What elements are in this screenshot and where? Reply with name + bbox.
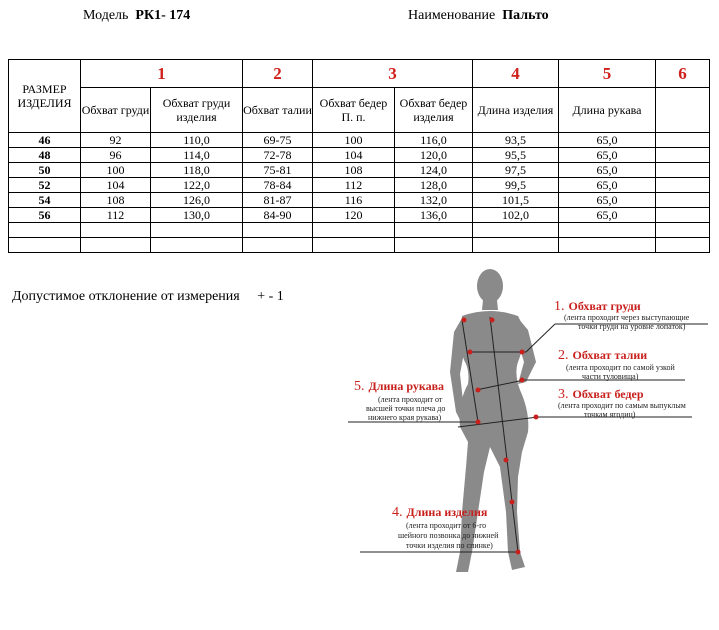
value-cell (656, 148, 710, 163)
value-cell: 116,0 (395, 133, 473, 148)
subheader-waist: Обхват талии (243, 88, 313, 133)
size-cell: 52 (9, 178, 81, 193)
value-cell: 116 (313, 193, 395, 208)
value-cell: 108 (81, 193, 151, 208)
svg-text:(лента проходит через выступаю: (лента проходит через выступающие (564, 313, 690, 322)
value-cell: 93,5 (473, 133, 559, 148)
value-cell: 124,0 (395, 163, 473, 178)
value-cell: 120 (313, 208, 395, 223)
value-cell: 65,0 (559, 133, 656, 148)
name-label: Наименование (408, 8, 496, 23)
value-cell: 81-87 (243, 193, 313, 208)
measurement-figure (340, 262, 710, 592)
tolerance-label: Допустимое отклонение от измерения (12, 289, 240, 304)
svg-text:высшей точки плеча до: высшей точки плеча до (366, 404, 446, 413)
value-cell: 65,0 (559, 163, 656, 178)
table-row (9, 163, 710, 178)
subheader-hips: Обхват бедер П. п. (313, 88, 395, 133)
value-cell: 101,5 (473, 193, 559, 208)
value-cell: 100 (313, 133, 395, 148)
size-header: РАЗМЕР ИЗДЕЛИЯ (9, 60, 81, 133)
value-cell (656, 223, 710, 238)
table-row (9, 238, 710, 253)
size-cell: 56 (9, 208, 81, 223)
size-table (8, 59, 710, 253)
subheader-row (9, 88, 710, 133)
value-cell: 102,0 (473, 208, 559, 223)
svg-text:точки груди на уровне лопаток): точки груди на уровне лопаток) (578, 322, 686, 331)
svg-text:точки изделия по спинке): точки изделия по спинке) (406, 541, 493, 550)
group-4: 4 (473, 60, 559, 88)
svg-text:1. Обхват груди: 1. Обхват груди (554, 299, 641, 314)
table-row (9, 208, 710, 223)
svg-text:(лента проходит от 6-го: (лента проходит от 6-го (406, 521, 487, 530)
subheader-length: Длина изделия (473, 88, 559, 133)
value-cell (151, 223, 243, 238)
size-cell: 48 (9, 148, 81, 163)
label-hips (558, 385, 686, 419)
value-cell (656, 238, 710, 253)
value-cell: 112 (81, 208, 151, 223)
tolerance-note (12, 289, 284, 305)
value-cell: 104 (313, 148, 395, 163)
svg-text:2. Обхват талии: 2. Обхват талии (558, 348, 648, 363)
value-cell (559, 238, 656, 253)
value-cell: 72-78 (243, 148, 313, 163)
svg-text:шейного позвонка до нижней: шейного позвонка до нижней (398, 531, 499, 540)
svg-text:3. Обхват бедер: 3. Обхват бедер (558, 387, 644, 402)
subheader-hips-garment: Обхват бедер изделия (395, 88, 473, 133)
value-cell (395, 238, 473, 253)
size-cell: 46 (9, 133, 81, 148)
value-cell: 100 (81, 163, 151, 178)
value-cell (313, 223, 395, 238)
value-cell: 122,0 (151, 178, 243, 193)
group-1: 1 (81, 60, 243, 88)
value-cell: 132,0 (395, 193, 473, 208)
value-cell: 75-81 (243, 163, 313, 178)
table-row (9, 193, 710, 208)
tolerance-value: + - 1 (257, 289, 284, 304)
value-cell: 97,5 (473, 163, 559, 178)
value-cell: 78-84 (243, 178, 313, 193)
value-cell: 136,0 (395, 208, 473, 223)
size-cell (9, 223, 81, 238)
name-heading (408, 8, 549, 24)
value-cell: 118,0 (151, 163, 243, 178)
svg-text:нижнего края рукава): нижнего края рукава) (368, 413, 442, 422)
value-cell (656, 208, 710, 223)
value-cell (559, 223, 656, 238)
label-sleeve (354, 377, 445, 422)
group-6: 6 (656, 60, 710, 88)
table-row (9, 178, 710, 193)
value-cell: 96 (81, 148, 151, 163)
table-row (9, 133, 710, 148)
svg-text:5. Длина рукава: 5. Длина рукава (354, 379, 445, 394)
value-cell: 65,0 (559, 148, 656, 163)
value-cell: 120,0 (395, 148, 473, 163)
size-cell: 54 (9, 193, 81, 208)
subheader-sleeve: Длина рукава (559, 88, 656, 133)
value-cell (151, 238, 243, 253)
value-cell (81, 223, 151, 238)
value-cell: 65,0 (559, 178, 656, 193)
subheader-chest-garment: Обхват груди изделия (151, 88, 243, 133)
group-3: 3 (313, 60, 473, 88)
value-cell: 128,0 (395, 178, 473, 193)
value-cell: 84-90 (243, 208, 313, 223)
name-value: Пальто (502, 8, 549, 23)
svg-text:4. Длина изделия: 4. Длина изделия (392, 505, 488, 520)
label-chest (554, 297, 690, 331)
value-cell (656, 193, 710, 208)
value-cell: 92 (81, 133, 151, 148)
model-value: РК1- 174 (135, 8, 191, 23)
svg-text:(лента проходит по самым выпук: (лента проходит по самым выпуклым (558, 401, 686, 410)
svg-text:(лента проходит от: (лента проходит от (378, 395, 443, 404)
value-cell: 110,0 (151, 133, 243, 148)
subheader-chest: Обхват груди (81, 88, 151, 133)
group-header-row (9, 60, 710, 88)
value-cell: 108 (313, 163, 395, 178)
table-row (9, 148, 710, 163)
size-cell (9, 238, 81, 253)
value-cell (395, 223, 473, 238)
value-cell (313, 238, 395, 253)
value-cell (473, 238, 559, 253)
value-cell: 104 (81, 178, 151, 193)
value-cell (656, 133, 710, 148)
svg-text:(лента проходит по самой узкой: (лента проходит по самой узкой (566, 363, 675, 372)
value-cell (473, 223, 559, 238)
svg-text:части туловища): части туловища) (582, 372, 639, 381)
group-5: 5 (559, 60, 656, 88)
model-label: Модель (83, 8, 129, 23)
value-cell: 114,0 (151, 148, 243, 163)
value-cell (656, 163, 710, 178)
size-cell: 50 (9, 163, 81, 178)
value-cell (656, 178, 710, 193)
table-row (9, 223, 710, 238)
value-cell (243, 223, 313, 238)
model-heading (83, 8, 190, 24)
label-length (392, 503, 499, 550)
value-cell: 99,5 (473, 178, 559, 193)
svg-text:точкам ягодиц): точкам ягодиц) (584, 410, 636, 419)
value-cell (243, 238, 313, 253)
value-cell (81, 238, 151, 253)
value-cell: 112 (313, 178, 395, 193)
value-cell: 130,0 (151, 208, 243, 223)
value-cell: 126,0 (151, 193, 243, 208)
label-waist (558, 346, 675, 381)
value-cell: 65,0 (559, 208, 656, 223)
subheader-extra (656, 88, 710, 133)
group-2: 2 (243, 60, 313, 88)
value-cell: 65,0 (559, 193, 656, 208)
value-cell: 95,5 (473, 148, 559, 163)
value-cell: 69-75 (243, 133, 313, 148)
